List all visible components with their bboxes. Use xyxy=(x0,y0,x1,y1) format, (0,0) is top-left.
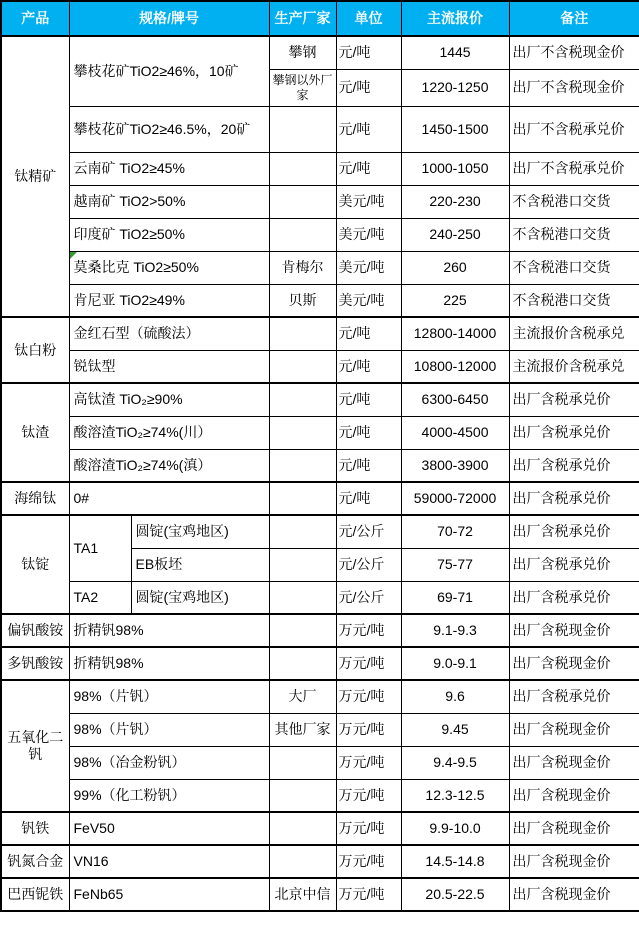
unit-cell: 万元/吨 xyxy=(336,779,401,812)
price-cell: 9.0-9.1 xyxy=(401,647,509,680)
remark-cell: 不含税港口交货 xyxy=(509,185,639,218)
remark-cell: 出厂含税现金价 xyxy=(509,647,639,680)
manufacturer-cell xyxy=(269,515,336,548)
table-row xyxy=(1,218,639,251)
unit-cell: 万元/吨 xyxy=(336,713,401,746)
remark-cell: 出厂含税承兑价 xyxy=(509,416,639,449)
remark-cell: 出厂含税现金价 xyxy=(509,779,639,812)
product-cell: 钛白粉 xyxy=(1,317,69,383)
manufacturer-cell xyxy=(269,746,336,779)
price-cell: 260 xyxy=(401,251,509,284)
manufacturer-cell xyxy=(269,581,336,614)
manufacturer-cell xyxy=(269,350,336,383)
spec-cell: FeNb65 xyxy=(69,878,269,911)
table-row xyxy=(1,185,639,218)
remark-cell: 出厂不含税承兑价 xyxy=(509,152,639,185)
spec-cell: VN16 xyxy=(69,845,269,878)
price-cell: 240-250 xyxy=(401,218,509,251)
unit-cell: 万元/吨 xyxy=(336,845,401,878)
comment-marker-icon xyxy=(70,252,77,259)
price-cell: 9.45 xyxy=(401,713,509,746)
remark-cell: 出厂含税承兑价 xyxy=(509,548,639,581)
table-row xyxy=(1,106,639,152)
spec-cell: 酸溶渣TiO₂≥74%(川） xyxy=(69,416,269,449)
spec-cell: 折精钒98% xyxy=(69,647,269,680)
remark-cell: 出厂含税现金价 xyxy=(509,746,639,779)
product-cell: 偏钒酸铵 xyxy=(1,614,69,647)
product-cell: 多钒酸铵 xyxy=(1,647,69,680)
manufacturer-cell xyxy=(269,449,336,482)
remark-cell: 出厂含税现金价 xyxy=(509,845,639,878)
table-row xyxy=(1,746,639,779)
remark-cell: 出厂含税承兑价 xyxy=(509,482,639,515)
spec-cell: 攀枝花矿TiO2≥46%，10矿 xyxy=(69,36,269,106)
spec-cell: 98%（片钒） xyxy=(69,713,269,746)
remark-cell: 出厂不含税现金价 xyxy=(509,69,639,106)
unit-cell: 元/吨 xyxy=(336,106,401,152)
spec-cell: 锐钛型 xyxy=(69,350,269,383)
remark-cell: 出厂含税承兑价 xyxy=(509,515,639,548)
unit-cell: 元/吨 xyxy=(336,416,401,449)
unit-cell: 元/公斤 xyxy=(336,581,401,614)
remark-cell: 出厂含税承兑价 xyxy=(509,449,639,482)
manufacturer-cell xyxy=(269,185,336,218)
manufacturer-cell: 大厂 xyxy=(269,680,336,713)
unit-cell: 万元/吨 xyxy=(336,614,401,647)
spec-text: 莫桑比克 TiO2≥50% xyxy=(73,259,199,276)
unit-cell: 万元/吨 xyxy=(336,746,401,779)
product-cell: 钒氮合金 xyxy=(1,845,69,878)
spec-grade-cell: TA1 xyxy=(69,515,131,581)
remark-cell: 出厂含税承兑价 xyxy=(509,581,639,614)
price-cell: 4000-4500 xyxy=(401,416,509,449)
price-cell: 6300-6450 xyxy=(401,383,509,416)
unit-cell: 美元/吨 xyxy=(336,218,401,251)
table-row xyxy=(1,36,639,69)
table-row xyxy=(1,416,639,449)
remark-cell: 出厂含税现金价 xyxy=(509,878,639,911)
manufacturer-cell xyxy=(269,106,336,152)
manufacturer-cell xyxy=(269,647,336,680)
price-cell: 10800-12000 xyxy=(401,350,509,383)
unit-cell: 元/吨 xyxy=(336,482,401,515)
table-row xyxy=(1,383,639,416)
manufacturer-cell xyxy=(269,548,336,581)
spec-cell: 云南矿 TiO2≥45% xyxy=(69,152,269,185)
manufacturer-cell: 攀钢 xyxy=(269,36,336,69)
remark-cell: 不含税港口交货 xyxy=(509,218,639,251)
price-cell: 1450-1500 xyxy=(401,106,509,152)
price-cell: 12800-14000 xyxy=(401,317,509,350)
table-row xyxy=(1,515,639,548)
table-row xyxy=(1,449,639,482)
manufacturer-cell: 肯梅尔 xyxy=(269,251,336,284)
unit-cell: 美元/吨 xyxy=(336,284,401,317)
spec-grade-cell: TA2 xyxy=(69,581,131,614)
product-cell: 五氧化二钒 xyxy=(1,680,69,812)
manufacturer-cell xyxy=(269,482,336,515)
header-row xyxy=(1,1,639,36)
remark-cell: 出厂含税现金价 xyxy=(509,812,639,845)
price-cell: 20.5-22.5 xyxy=(401,878,509,911)
remark-cell: 主流报价含税承兑 xyxy=(509,317,639,350)
header-unit: 单位 xyxy=(336,1,401,36)
unit-cell: 元/吨 xyxy=(336,152,401,185)
product-cell: 钛渣 xyxy=(1,383,69,482)
manufacturer-cell xyxy=(269,416,336,449)
price-cell: 225 xyxy=(401,284,509,317)
unit-cell: 元/公斤 xyxy=(336,548,401,581)
product-cell: 钛锭 xyxy=(1,515,69,614)
price-cell: 59000-72000 xyxy=(401,482,509,515)
remark-cell: 主流报价含税承兑 xyxy=(509,350,639,383)
remark-cell: 不含税港口交货 xyxy=(509,251,639,284)
price-cell: 9.1-9.3 xyxy=(401,614,509,647)
price-cell: 9.4-9.5 xyxy=(401,746,509,779)
unit-cell: 美元/吨 xyxy=(336,251,401,284)
unit-cell: 元/吨 xyxy=(336,383,401,416)
spec-form-cell: EB板坯 xyxy=(131,548,269,581)
price-cell: 1220-1250 xyxy=(401,69,509,106)
table-row xyxy=(1,845,639,878)
product-cell: 钒铁 xyxy=(1,812,69,845)
manufacturer-cell: 其他厂家 xyxy=(269,713,336,746)
manufacturer-cell xyxy=(269,812,336,845)
table-row xyxy=(1,350,639,383)
header-remark: 备注 xyxy=(509,1,639,36)
manufacturer-cell xyxy=(269,383,336,416)
price-cell: 3800-3900 xyxy=(401,449,509,482)
spec-cell: 攀枝花矿TiO2≥46.5%，20矿 xyxy=(69,106,269,152)
spec-cell: 98%（冶金粉钒） xyxy=(69,746,269,779)
manufacturer-cell: 北京中信 xyxy=(269,878,336,911)
spec-cell: 越南矿 TiO2>50% xyxy=(69,185,269,218)
unit-cell: 万元/吨 xyxy=(336,878,401,911)
unit-cell: 元/公斤 xyxy=(336,515,401,548)
manufacturer-cell xyxy=(269,317,336,350)
manufacturer-cell xyxy=(269,152,336,185)
product-cell: 钛精矿 xyxy=(1,36,69,317)
header-manufacturer: 生产厂家 xyxy=(269,1,336,36)
spec-cell: 0# xyxy=(69,482,269,515)
spec-cell: FeV50 xyxy=(69,812,269,845)
spec-form-cell: 圆锭(宝鸡地区) xyxy=(131,515,269,548)
price-cell: 1445 xyxy=(401,36,509,69)
remark-cell: 出厂含税现金价 xyxy=(509,614,639,647)
manufacturer-cell xyxy=(269,845,336,878)
table-row xyxy=(1,680,639,713)
spec-cell: 折精钒98% xyxy=(69,614,269,647)
table-row xyxy=(1,152,639,185)
remark-cell: 出厂不含税承兑价 xyxy=(509,106,639,152)
price-cell: 75-77 xyxy=(401,548,509,581)
unit-cell: 元/吨 xyxy=(336,69,401,106)
unit-cell: 元/吨 xyxy=(336,350,401,383)
table-row xyxy=(1,317,639,350)
manufacturer-cell xyxy=(269,218,336,251)
remark-cell: 出厂含税承兑价 xyxy=(509,680,639,713)
price-cell: 9.9-10.0 xyxy=(401,812,509,845)
unit-cell: 元/吨 xyxy=(336,36,401,69)
remark-cell: 不含税港口交货 xyxy=(509,284,639,317)
spec-cell: 98%（片钒） xyxy=(69,680,269,713)
spec-cell: 高钛渣 TiO₂≥90% xyxy=(69,383,269,416)
unit-cell: 元/吨 xyxy=(336,317,401,350)
price-cell: 1000-1050 xyxy=(401,152,509,185)
price-cell: 69-71 xyxy=(401,581,509,614)
table-row xyxy=(1,647,639,680)
spec-cell: 肯尼亚 TiO2≥49% xyxy=(69,284,269,317)
table-row xyxy=(1,482,639,515)
unit-cell: 美元/吨 xyxy=(336,185,401,218)
spec-cell: 金红石型（硫酸法） xyxy=(69,317,269,350)
unit-cell: 万元/吨 xyxy=(336,680,401,713)
manufacturer-cell xyxy=(269,779,336,812)
remark-cell: 出厂含税现金价 xyxy=(509,713,639,746)
table-row xyxy=(1,581,639,614)
price-cell: 12.3-12.5 xyxy=(401,779,509,812)
table-row xyxy=(1,779,639,812)
table-row xyxy=(1,812,639,845)
unit-cell: 元/吨 xyxy=(336,449,401,482)
price-cell: 14.5-14.8 xyxy=(401,845,509,878)
product-cell: 巴西铌铁 xyxy=(1,878,69,911)
price-cell: 70-72 xyxy=(401,515,509,548)
manufacturer-cell: 攀钢以外厂家 xyxy=(269,69,336,106)
remark-cell: 出厂含税承兑价 xyxy=(509,383,639,416)
product-cell: 海绵钛 xyxy=(1,482,69,515)
manufacturer-cell xyxy=(269,614,336,647)
spec-form-cell: 圆锭(宝鸡地区) xyxy=(131,581,269,614)
spec-cell xyxy=(69,251,269,284)
table-row xyxy=(1,713,639,746)
header-price: 主流报价 xyxy=(401,1,509,36)
table-row xyxy=(1,614,639,647)
unit-cell: 万元/吨 xyxy=(336,812,401,845)
table-row xyxy=(1,251,639,284)
price-cell: 220-230 xyxy=(401,185,509,218)
header-spec: 规格/牌号 xyxy=(69,1,269,36)
table-row xyxy=(1,878,639,911)
spec-cell: 印度矿 TiO2≥50% xyxy=(69,218,269,251)
table-row xyxy=(1,284,639,317)
header-product: 产品 xyxy=(1,1,69,36)
remark-cell: 出厂不含税现金价 xyxy=(509,36,639,69)
unit-cell: 万元/吨 xyxy=(336,647,401,680)
price-cell: 9.6 xyxy=(401,680,509,713)
spec-cell: 99%（化工粉钒） xyxy=(69,779,269,812)
spec-cell: 酸溶渣TiO₂≥74%(滇） xyxy=(69,449,269,482)
manufacturer-cell: 贝斯 xyxy=(269,284,336,317)
